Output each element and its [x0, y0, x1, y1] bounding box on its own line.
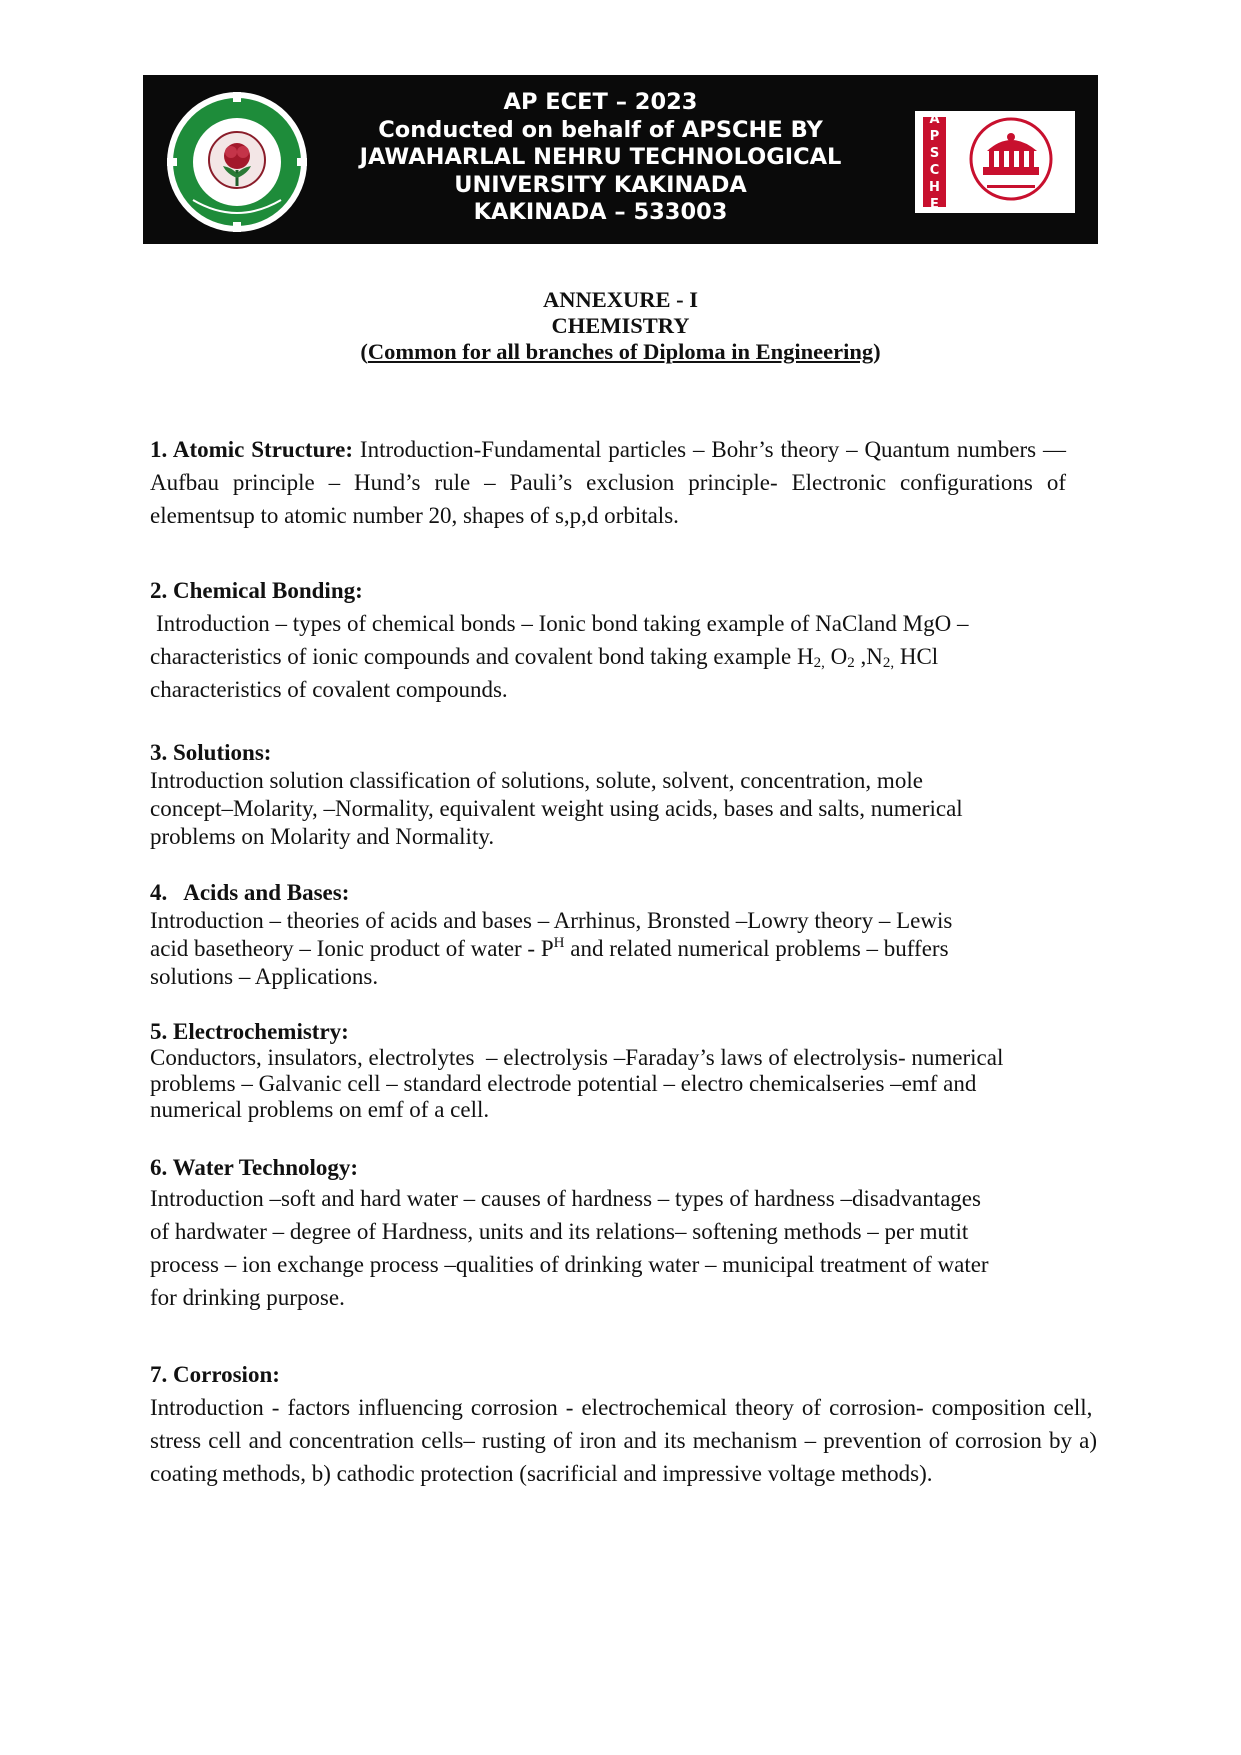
section-line: characteristics of covalent compounds. [150, 677, 508, 702]
section-acids-and-bases [150, 879, 1066, 991]
banner-text [293, 89, 908, 227]
header-banner [143, 75, 1098, 244]
banner-line-exam: AP ECET – 2023 [503, 89, 698, 115]
section-electrochemistry [150, 1019, 1066, 1123]
apsche-logo [915, 111, 1075, 213]
section-line: Conductors, insulators, electrolytes – electrolysis –Faraday’s laws of electrolysis- numerical [150, 1045, 1004, 1070]
section-line: process – ion exchange process –qualities of drinking water – municipal treatment of water [150, 1252, 989, 1277]
annexure-label: ANNEXURE - I [542, 287, 698, 312]
section-line: solutions – Applications. [150, 964, 379, 989]
section-solutions [150, 739, 1066, 851]
section-title: 5. Electrochemistry: [150, 1019, 349, 1044]
banner-line-conducted: Conducted on behalf of APSCHE BY [378, 116, 823, 143]
section-title: 7. Corrosion: [150, 1362, 280, 1387]
section-line: concept–Molarity, –Normality, equivalent weight using acids, bases and salts, numerical [150, 796, 963, 821]
section-line: Introduction – theories of acids and bases – Arrhinus, Bronsted –Lowry theory – Lewis [150, 908, 953, 933]
section-line: numerical problems on emf of a cell. [150, 1097, 490, 1122]
document-heading [0, 287, 1241, 365]
section-line: problems on Molarity and Normality. [150, 824, 495, 849]
subject-title: CHEMISTRY [551, 313, 690, 338]
section-body: Introduction-Fundamental particles – Bohr’s theory – Quantum numbers — Aufbau principle – Hund’s rule – Pauli’s exclusion principle- Electronic configurations of elementsup to atomic number 20, shapes of s,p,d orbitals. [150, 437, 1067, 528]
scope-text: Common for all branches of Diploma in Engineering [367, 339, 874, 364]
section-title: 6. Water Technology: [150, 1155, 359, 1180]
section-line: Introduction –soft and hard water – causes of hardness – types of hardness –disadvantages [150, 1186, 981, 1211]
banner-line-university-kakinada: UNIVERSITY KAKINADA [454, 171, 747, 198]
section-title: 4. Acids and Bases: [150, 880, 350, 905]
section-line: characteristics of ionic compounds and covalent bond taking example $H_{2,}$ $O_2$ $,N_{2,}$ HCl [150, 644, 939, 671]
section-title: 2. Chemical Bonding: [150, 578, 363, 603]
apsche-emblem-icon [953, 115, 1069, 209]
section-chemical-bonding [150, 574, 1066, 706]
section-line: problems – Galvanic cell – standard electrode potential – electro chemicalseries –emf and [150, 1071, 977, 1096]
section-title: 1. Atomic Structure: [150, 437, 354, 462]
section-line: Introduction solution classification of solutions, solute, solvent, concentration, mole [150, 768, 923, 793]
section-line: acid basetheory – Ionic product of water - $P^H$ and related numerical problems – buffers [150, 935, 949, 961]
section-corrosion [150, 1358, 1097, 1490]
section-body: Introduction - factors influencing corrosion - electrochemical theory of corrosion- composition cell, stress cell and concentration cells– rusting of iron and its mechanism – prevention of corrosion by a) coating methods, b) cathodic protection (sacrificial and impressive voltage methods). [150, 1395, 1097, 1486]
section-atomic-structure [150, 433, 1066, 532]
section-title: 3. Solutions: [150, 740, 272, 765]
section-line: of hardwater – degree of Hardness, units and its relations– softening methods – per mutit [150, 1219, 969, 1244]
scope-line: (Common for all branches of Diploma in Engineering) [360, 339, 881, 364]
section-water-technology [150, 1154, 1066, 1314]
apsche-letters: A P S C H E [923, 117, 946, 207]
section-line: Introduction – types of chemical bonds – Ionic bond taking example of NaCland MgO – [156, 611, 969, 636]
banner-line-pincode: KAKINADA – 533003 [473, 199, 728, 225]
banner-line-university: JAWAHARLAL NEHRU TECHNOLOGICAL [359, 144, 842, 170]
jntu-kakinada-logo [163, 88, 311, 236]
section-line: for drinking purpose. [150, 1285, 345, 1310]
